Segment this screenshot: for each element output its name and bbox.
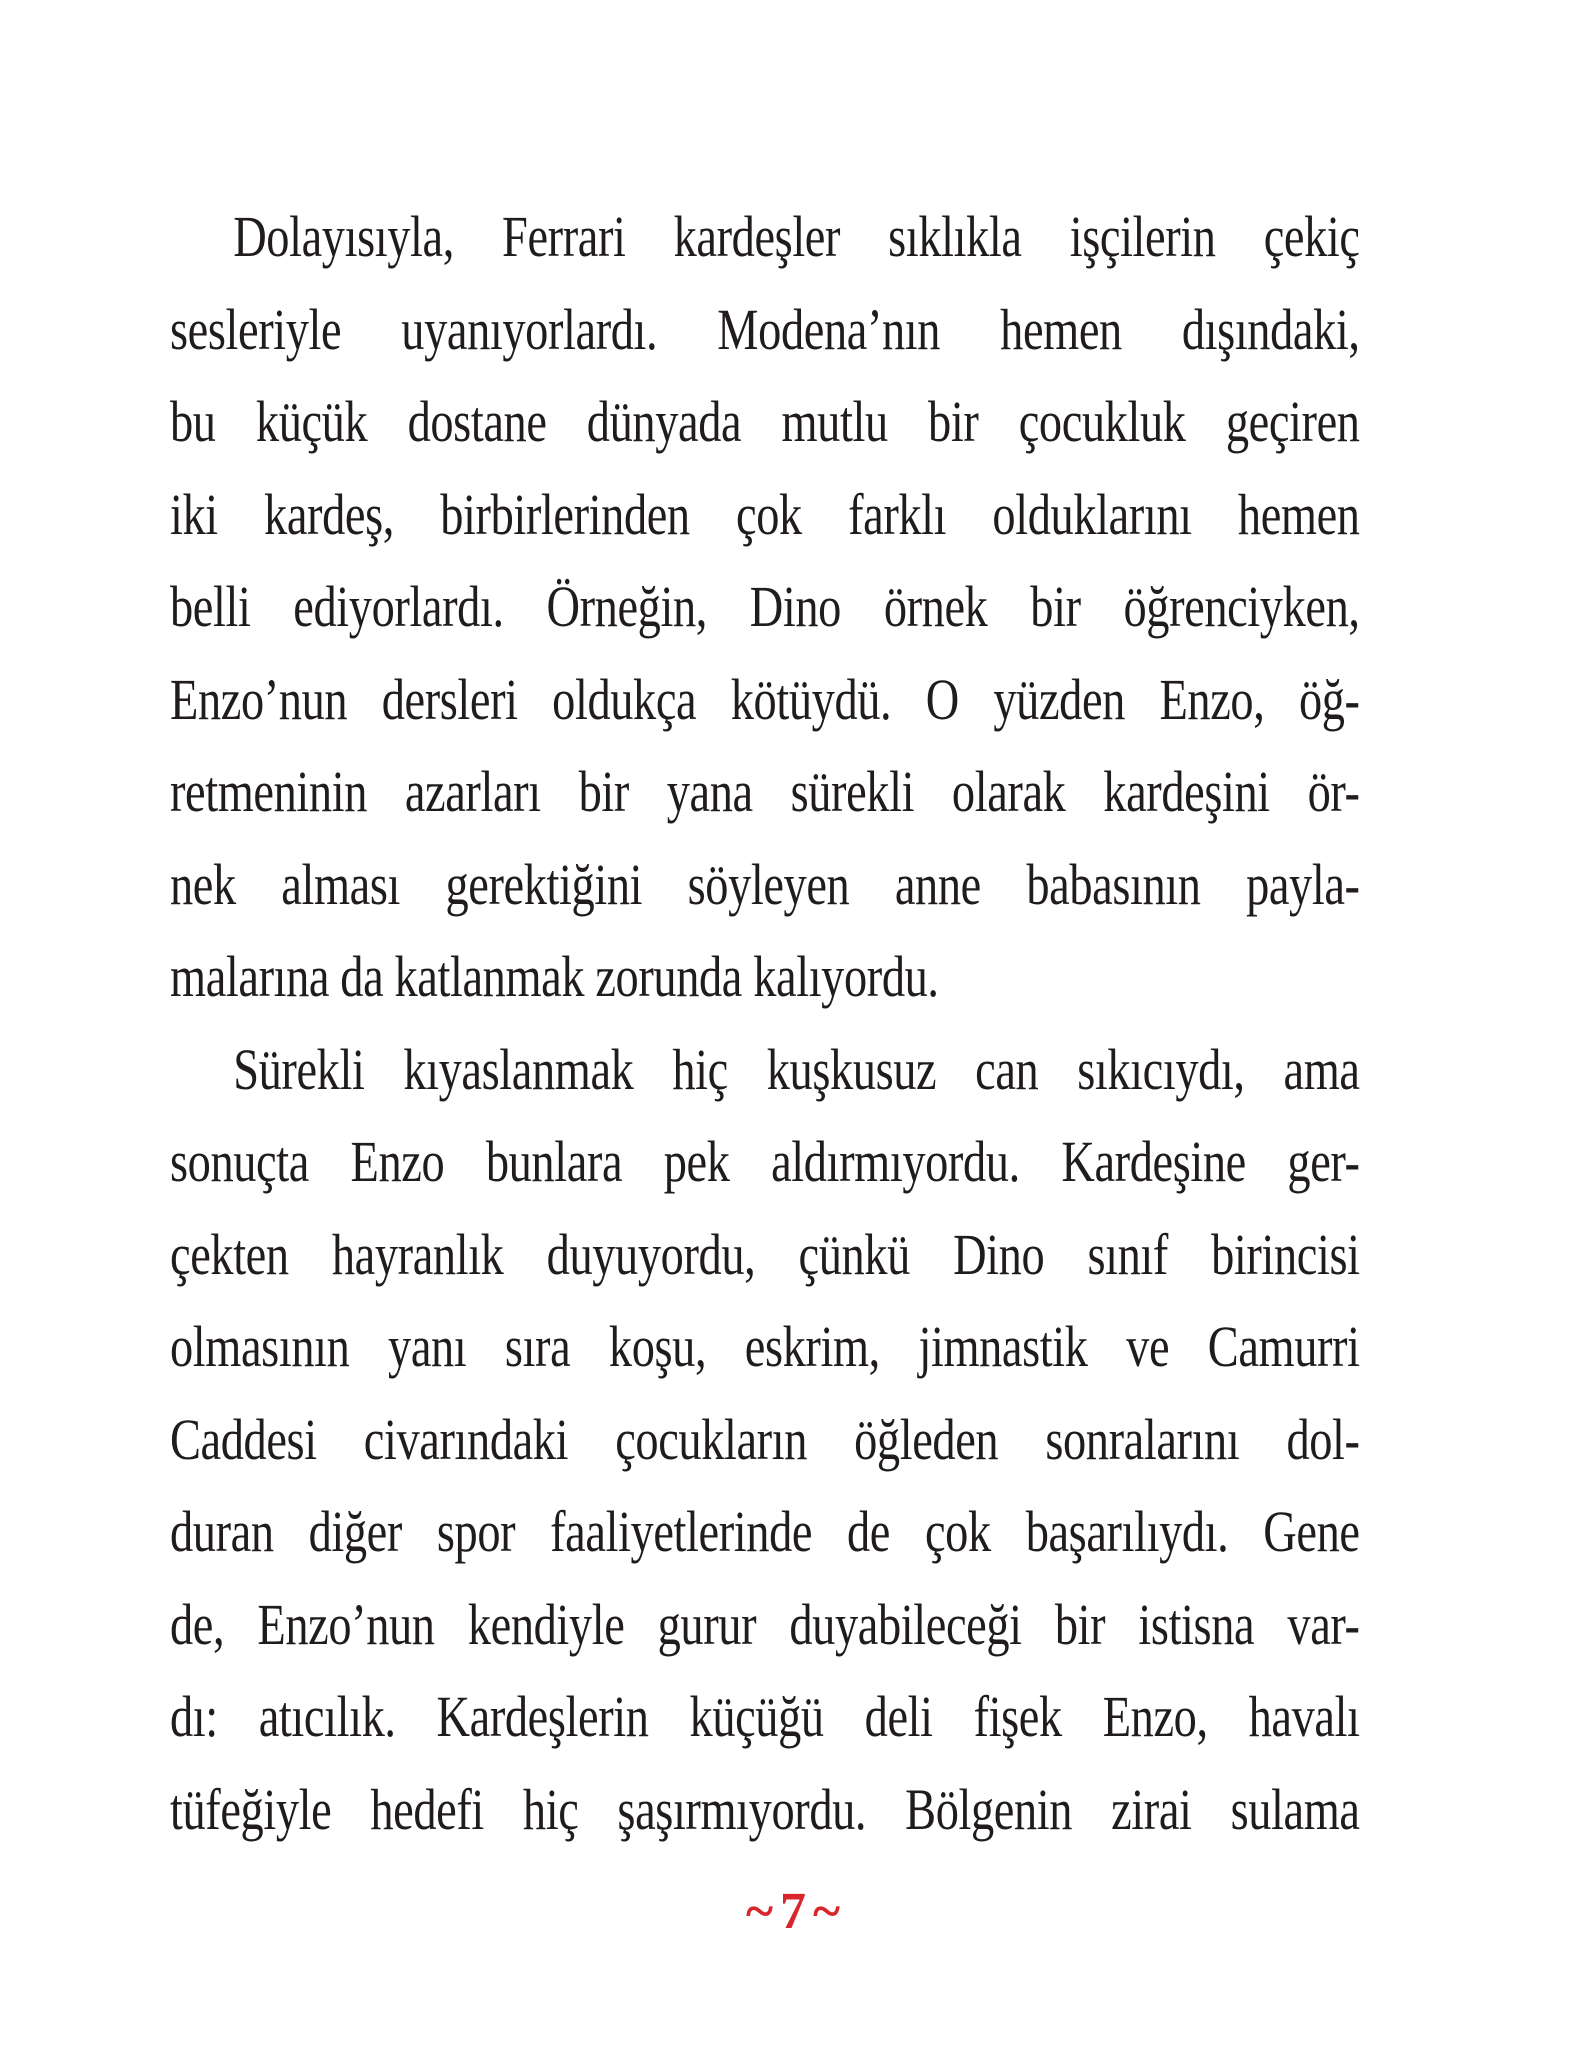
text-line: malarına da katlanmak zorunda kalıyordu. — [170, 944, 939, 1009]
text-line: Sürekli kıyaslanmak hiç kuşkusuz can sıkıcıydı, ama — [233, 1036, 1360, 1102]
text-line: çekten hayranlık duyuyordu, çünkü Dino sınıf birincisi — [170, 1221, 1360, 1287]
text-line: iki kardeş, birbirlerinden çok farklı olduklarını hemen — [170, 481, 1360, 547]
text-line: bu küçük dostane dünyada mutlu bir çocukluk geçiren — [170, 389, 1360, 454]
text-line: sonuçta Enzo bunlara pek aldırmıyordu. Kardeşine ger- — [170, 1129, 1360, 1194]
text-line: belli ediyorlardı. Örneğin, Dino örnek bir öğrenciyken, — [170, 574, 1360, 639]
body-text — [170, 191, 1360, 1856]
text-line: Caddesi civarındaki çocukların öğleden sonralarını dol- — [170, 1406, 1360, 1472]
page-number: ~7~ — [745, 1883, 848, 1940]
text-line: tüfeğiyle hedefi hiç şaşırmıyordu. Bölgenin zirai sulama — [170, 1776, 1360, 1842]
text-line: nek alması gerektiğini söyleyen anne babasının payla- — [170, 851, 1360, 917]
text-line: de, Enzo’nun kendiyle gurur duyabileceği bir istisna var- — [170, 1591, 1360, 1657]
text-line: Enzo’nun dersleri oldukça kötüydü. O yüzden Enzo, öğ- — [170, 666, 1360, 732]
text-line: Dolayısıyla, Ferrari kardeşler sıklıkla işçilerin çekiç — [233, 204, 1360, 269]
text-line: sesleriyle uyanıyorlardı. Modena’nın hemen dışındaki, — [170, 296, 1360, 362]
text-line: retmeninin azarları bir yana sürekli olarak kardeşini ör- — [170, 759, 1360, 824]
text-line: olmasının yanı sıra koşu, eskrim, jimnastik ve Camurri — [170, 1314, 1360, 1379]
text-line: duran diğer spor faaliyetlerinde de çok başarılıydı. Gene — [170, 1499, 1360, 1564]
text-line: dı: atıcılık. Kardeşlerin küçüğü deli fişek Enzo, havalı — [170, 1684, 1360, 1749]
